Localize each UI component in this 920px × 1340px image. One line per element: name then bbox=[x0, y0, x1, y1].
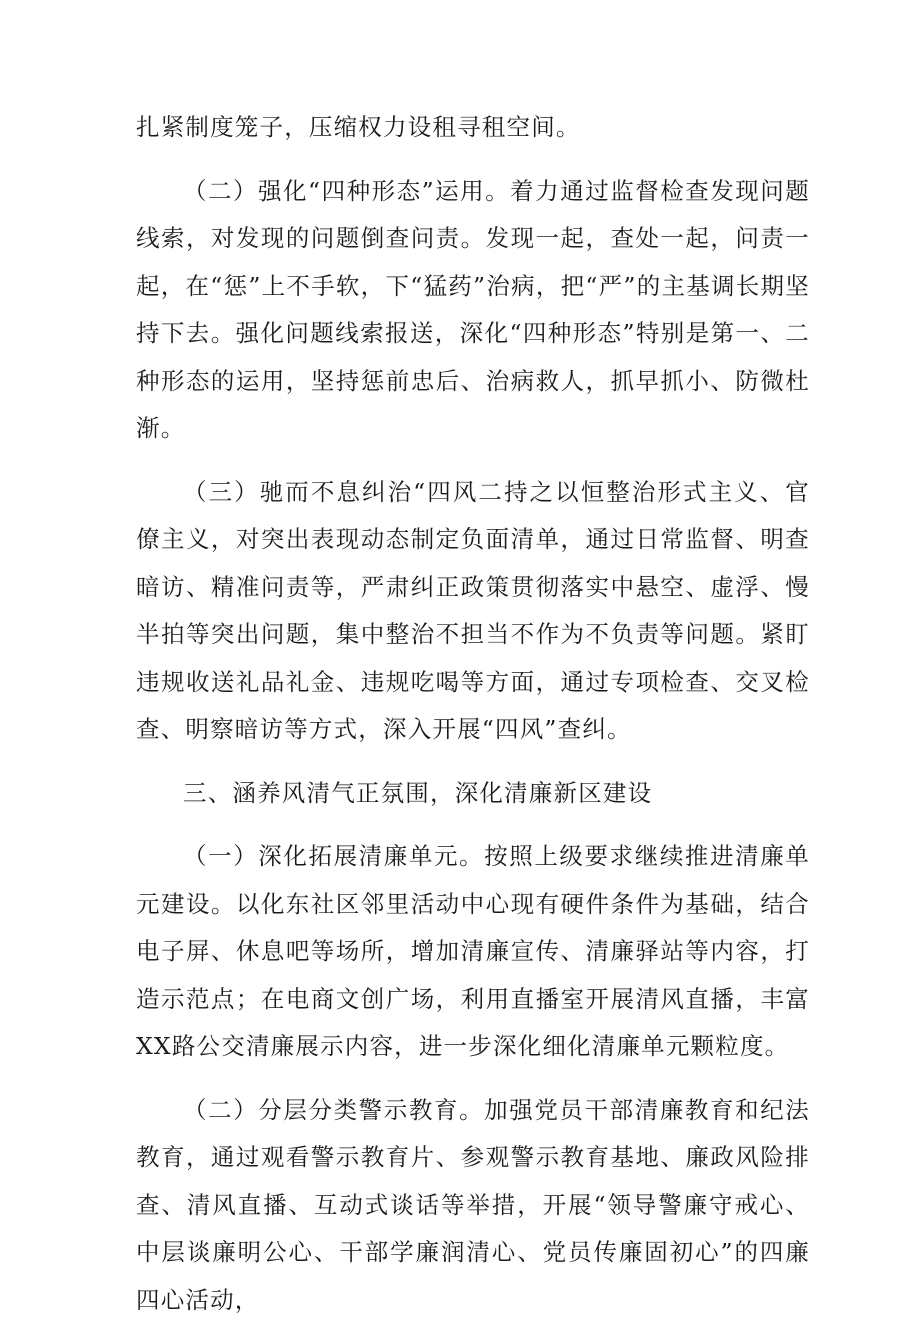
paragraph-continuation: 扎紧制度笼子，压缩权力设租寻租空间。 bbox=[136, 113, 581, 141]
paragraph-four-forms: （二）强化“四种形态”运用。着力通过监督检查发现问题线索，对发现的问题倒查问责。发现一起，查处一起，问责一起，在“惩”上不手软，下“猛药”治病，把“严”的主基调长期坚持下去。强化问题线索报送，深化“四种形态”特别是第一、二种形态的运用，坚持惩前忠后、治病救人，抓早抓小、防微杜渐。 bbox=[136, 176, 810, 442]
paragraph-four-winds: （三）驰而不息纠治“四风二持之以恒整治形式主义、官僚主义，对突出表现动态制定负面清单，通过日常监督、明查暗访、精准问责等，严肃纠正政策贯彻落实中悬空、虚浮、慢半拍等突出问题，集中整治不担当不作为不负责等问题。紧盯违规收送礼品礼金、违规吃喝等方面，通过专项检查、交叉检查、明察暗访等方式，深入开展“四风”查纠。 bbox=[136, 477, 810, 743]
section-heading-three: 三、涵养风清气正氛围，深化清廉新区建设 bbox=[183, 778, 653, 807]
document-body bbox=[136, 104, 810, 1340]
paragraph-warning-education: （二）分层分类警示教育。加强党员干部清廉教育和纪法教育，通过观看警示教育片、参观警示教育基地、廉政风险排查、清风直播、互动式谈话等举措，开展“领导警廉守戒心、中层谈廉明公心、干部学廉润清心、党员传廉固初心”的四廉四心活动， bbox=[136, 1095, 810, 1314]
paragraph-integrity-units: （一）深化拓展清廉单元。按照上级要求继续推进清廉单元建设。以化东社区邻里活动中心现有硬件条件为基础，结合电子屏、休息吧等场所，增加清廉宣传、清廉驿站等内容，打造示范点；在电商文创广场，利用直播室开展清风直播，丰富XX路公交清廉展示内容，进一步深化细化清廉单元颗粒度。 bbox=[136, 842, 810, 1060]
